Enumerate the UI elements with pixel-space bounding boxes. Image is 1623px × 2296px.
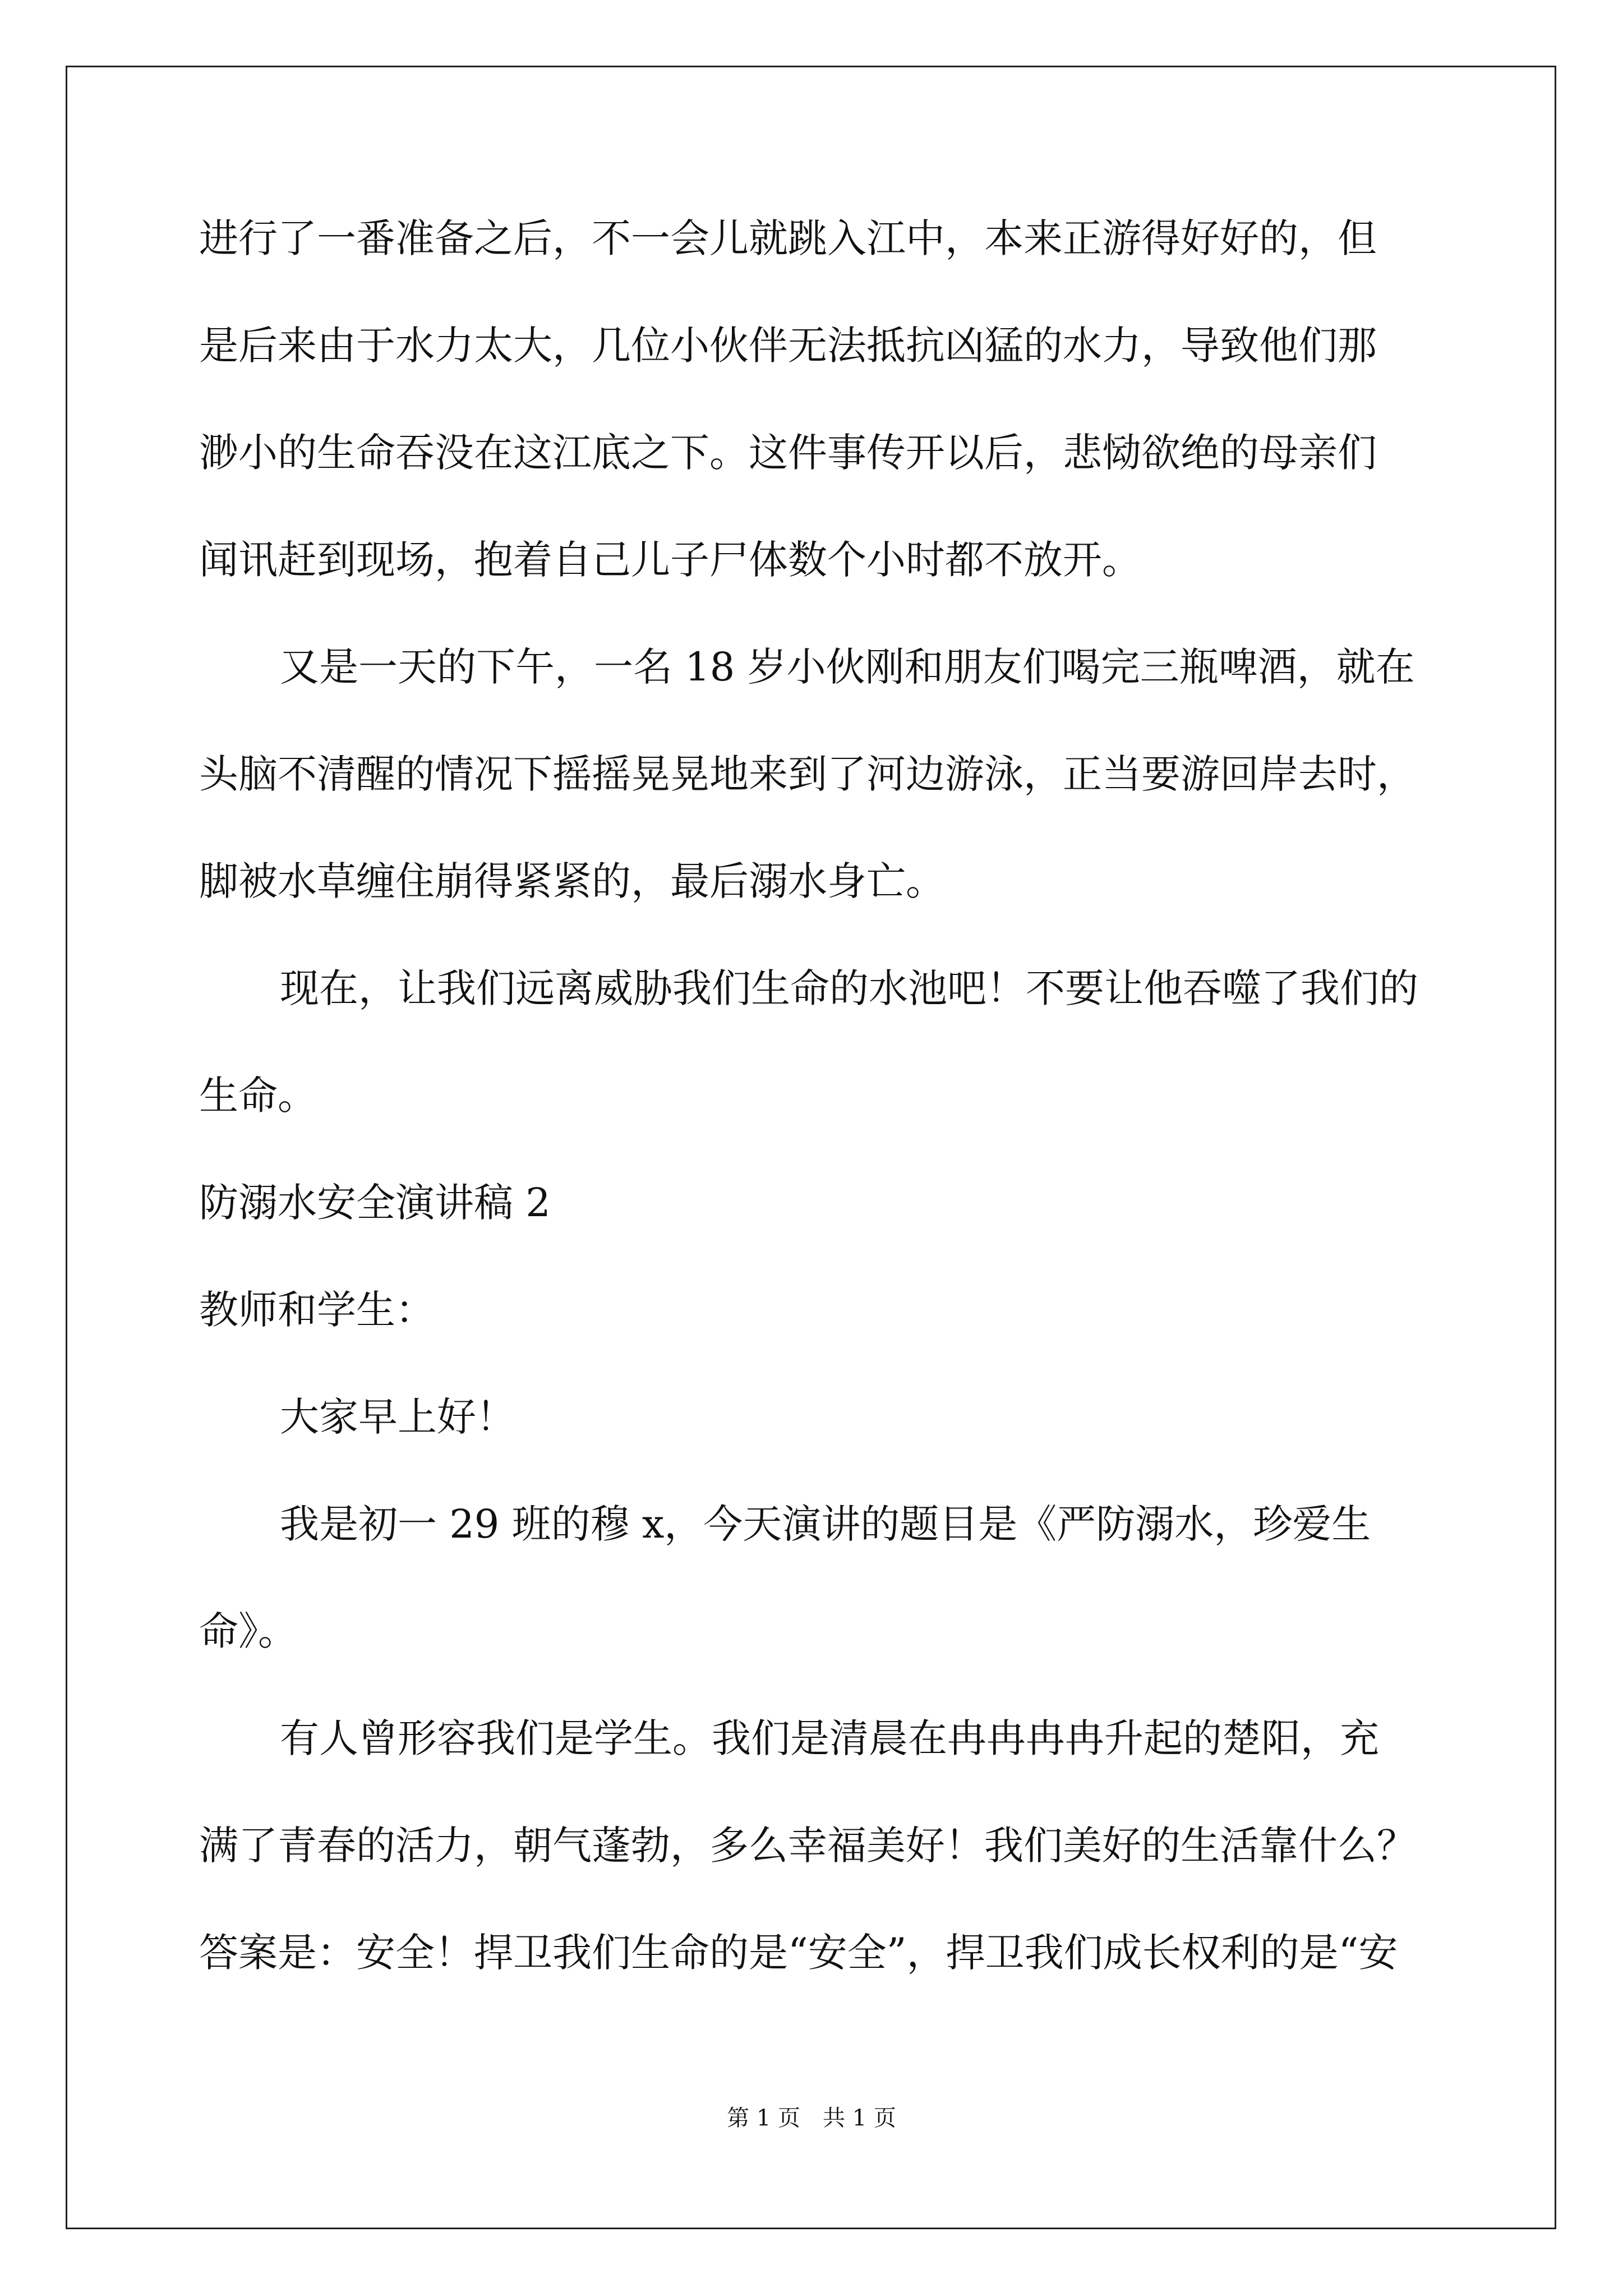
paragraph-line: 我是初一 29 班的穆 x，今天演讲的题目是《严防溺水，珍爱生 <box>280 1501 1371 1547</box>
section-heading: 防溺水安全演讲稿 2 <box>199 1180 551 1226</box>
paragraph-line: 生命。 <box>199 1073 317 1119</box>
paragraph-line: 答案是：安全！捍卫我们生命的是“安全”，捍卫我们成长权利的是“安 <box>199 1930 1398 1976</box>
salutation: 教师和学生： <box>199 1287 435 1333</box>
paragraph-line: 又是一天的下午，一名 18 岁小伙刚和朋友们喝完三瓶啤酒，就在 <box>280 644 1415 690</box>
paragraph-line: 脚被水草缠住崩得紧紧的，最后溺水身亡。 <box>199 858 945 904</box>
paragraph-line: 命》。 <box>199 1608 297 1654</box>
paragraph-line: 有人曾形容我们是学生。我们是清晨在冉冉冉冉升起的楚阳，充 <box>280 1715 1379 1761</box>
paragraph-line: 渺小的生命吞没在这江底之下。这件事传开以后，悲恸欲绝的母亲们 <box>199 430 1377 476</box>
paragraph-line: 头脑不清醒的情况下摇摇晃晃地来到了河边游泳，正当要游回岸去时， <box>199 751 1416 797</box>
page-footer: 第 1 页 共 1 页 <box>727 2105 896 2131</box>
page-border <box>66 66 1556 2229</box>
greeting: 大家早上好！ <box>280 1394 515 1440</box>
paragraph-line: 是后来由于水力太大，几位小伙伴无法抵抗凶猛的水力，导致他们那 <box>199 323 1377 369</box>
paragraph-line: 进行了一番准备之后，不一会儿就跳入江中，本来正游得好好的，但 <box>199 215 1377 261</box>
paragraph-line: 满了青春的活力，朝气蓬勃，多么幸福美好！我们美好的生活靠什么？ <box>199 1823 1416 1869</box>
paragraph-line: 闻讯赶到现场，抱着自己儿子尸体数个小时都不放开。 <box>199 537 1141 583</box>
paragraph-line: 现在，让我们远离威胁我们生命的水池吧！不要让他吞噬了我们的 <box>280 965 1418 1011</box>
